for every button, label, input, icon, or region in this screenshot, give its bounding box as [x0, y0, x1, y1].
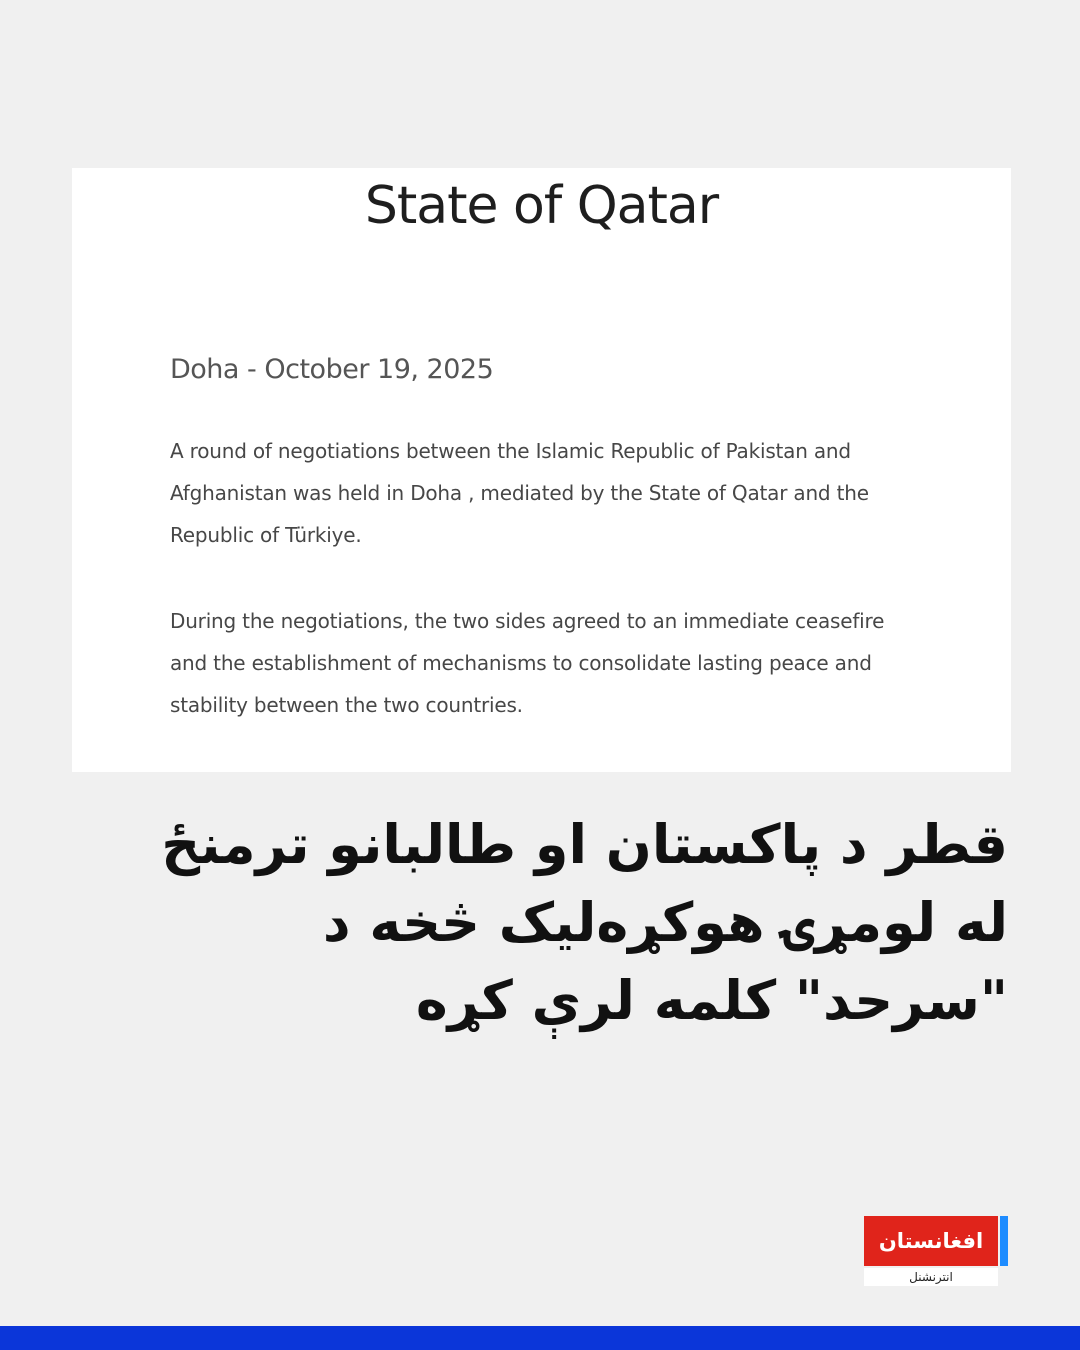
document-paragraph-2: During the negotiations, the two sides agreed to an immediate ceasefire and the establishment of mechanisms to consolidate lasting peace and stability between the two countries.: [170, 609, 885, 717]
footer-bar: [0, 1326, 1080, 1350]
document-title: State of Qatar: [364, 176, 719, 236]
document-dateline: Doha - October 19, 2025: [170, 354, 494, 385]
headline: قطر د پاکستان او طالبانو ترمنځ له لومړۍ هوکړه‌لیک څخه د "سرحد" کلمه لرې کړه: [161, 813, 1008, 1032]
brand-subtitle: انترنشنل: [864, 1268, 998, 1286]
brand-accent-bar: [1000, 1216, 1008, 1266]
document-paragraph-1: A round of negotiations between the Islamic Republic of Pakistan and Afghanistan was held in Doha , mediated by the State of Qatar and the Republic of Türkiye.: [170, 439, 869, 547]
document-screenshot: [72, 168, 1011, 772]
brand-logo: [864, 1216, 1008, 1288]
brand-name: افغانستان: [864, 1216, 998, 1266]
